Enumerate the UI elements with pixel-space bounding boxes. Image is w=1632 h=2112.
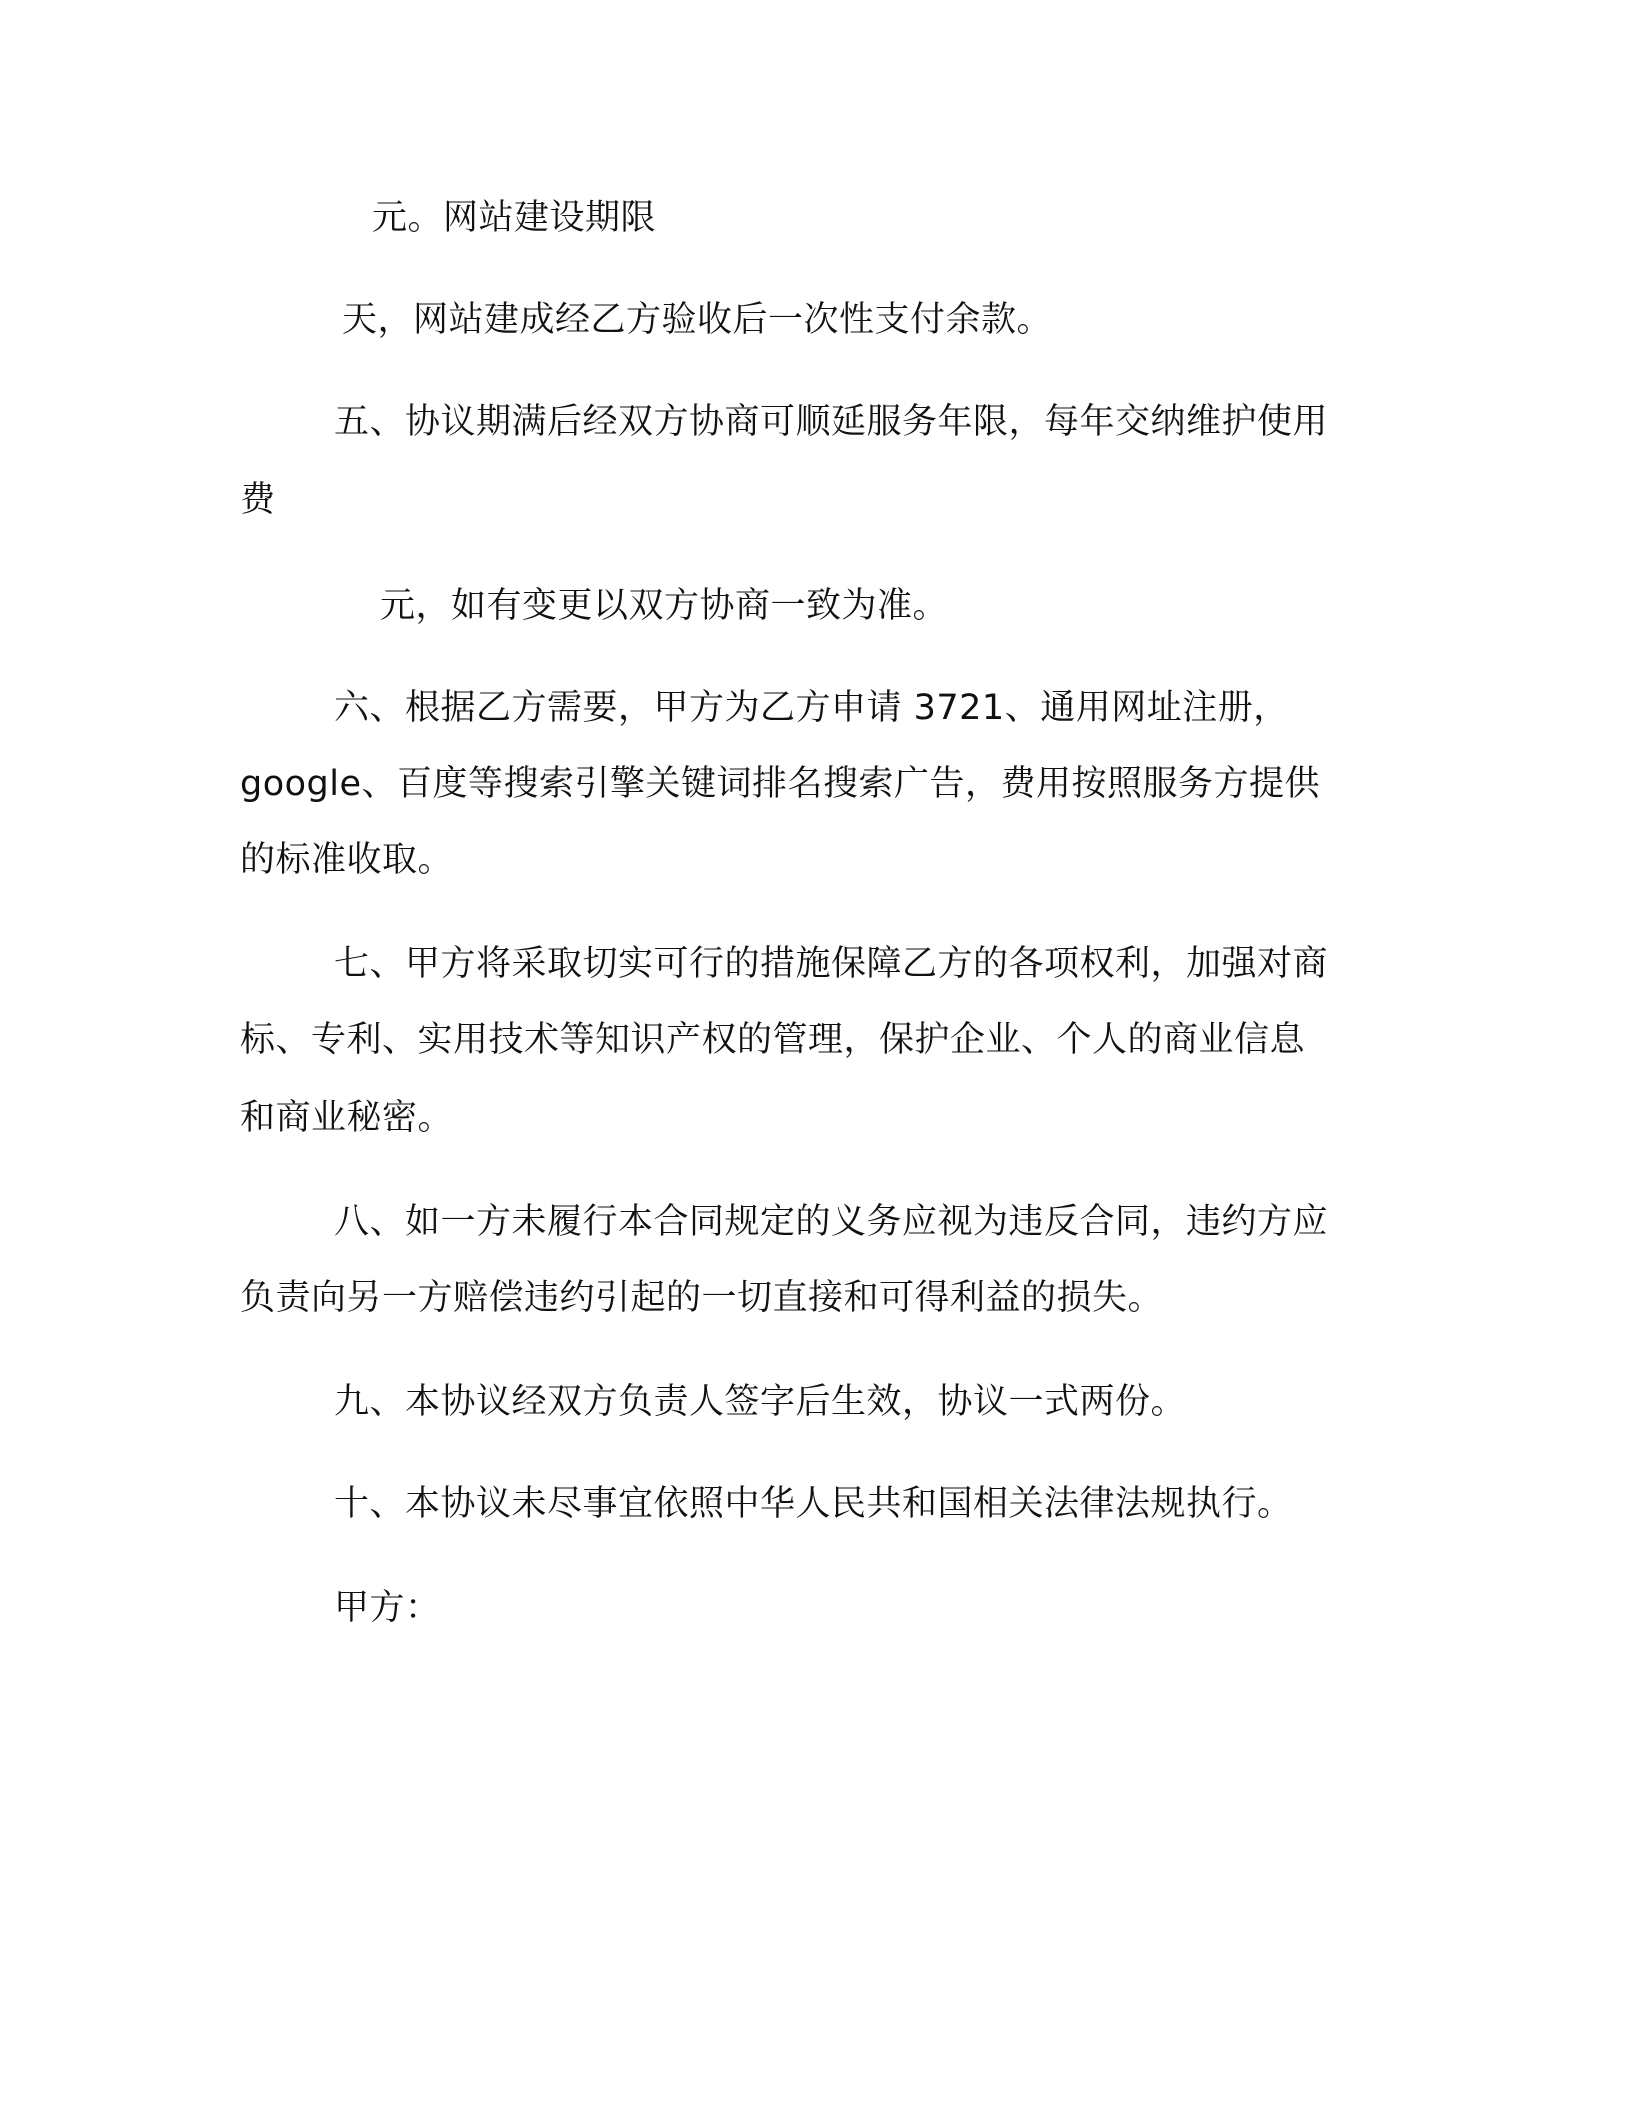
clause-5-line-3: 元，如有变更以双方协商一致为准。 <box>380 586 949 626</box>
clause-7-line-2: 标、专利、实用技术等知识产权的管理，保护企业、个人的商业信息 <box>240 1020 1306 1060</box>
clause-7-line-3: 和商业秘密。 <box>240 1098 454 1138</box>
clause-9-line: 九、本协议经双方负责人签字后生效，协议一式两份。 <box>334 1382 1187 1422</box>
text-line-1: 元。网站建设期限 <box>372 198 657 238</box>
text-line-2: 天，网站建成经乙方验收后一次性支付余款。 <box>342 300 1053 340</box>
clause-10-line: 十、本协议未尽事宜依照中华人民共和国相关法律法规执行。 <box>334 1484 1293 1524</box>
clause-6-line-2: google、百度等搜索引擎关键词排名搜索广告，费用按照服务方提供 <box>240 764 1321 804</box>
clause-5-line-1: 五、协议期满后经双方协商可顺延服务年限，每年交纳维护使用 <box>334 402 1329 442</box>
clause-8-line-1: 八、如一方未履行本合同规定的义务应视为违反合同，违约方应 <box>334 1202 1329 1242</box>
party-a-label: 甲方： <box>334 1588 441 1628</box>
clause-8-line-2: 负责向另一方赔偿违约引起的一切直接和可得利益的损失。 <box>240 1278 1164 1318</box>
clause-7-line-1: 七、甲方将采取切实可行的措施保障乙方的各项权利，加强对商 <box>334 944 1329 984</box>
clause-6-line-1: 六、根据乙方需要，甲方为乙方申请 3721、通用网址注册， <box>334 688 1289 728</box>
clause-5-line-2: 费 <box>240 480 276 520</box>
clause-6-line-3: 的标准收取。 <box>240 840 454 880</box>
